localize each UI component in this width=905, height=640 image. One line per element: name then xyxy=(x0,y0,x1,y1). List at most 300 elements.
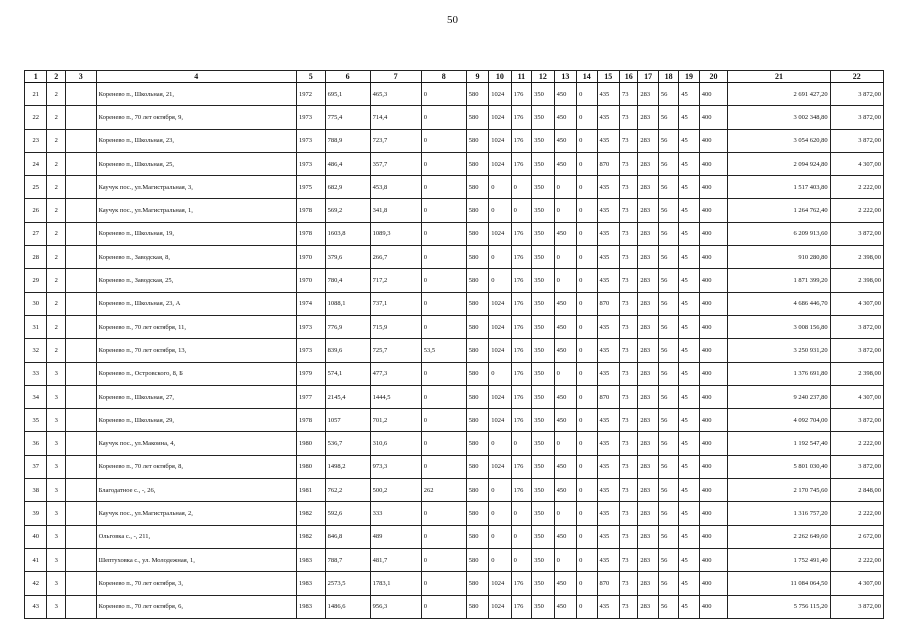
table-cell-col-14: 0 xyxy=(577,152,597,175)
table-cell-col-11: 176 xyxy=(511,152,531,175)
table-cell-col-18: 56 xyxy=(658,385,678,408)
table-cell-col-14: 0 xyxy=(577,479,597,502)
table-row xyxy=(25,106,884,129)
table-cell-col-16: 73 xyxy=(620,339,638,362)
table-cell-col-6: 776,9 xyxy=(325,315,370,338)
table-cell-col-17: 283 xyxy=(638,432,658,455)
table-cell-col-7: 717,2 xyxy=(370,269,421,292)
table-cell-col-9: 580 xyxy=(466,455,488,478)
table-cell-col-13: 0 xyxy=(554,269,576,292)
table-cell-col-20: 400 xyxy=(699,176,728,199)
table-cell-col-4: Коренево п., Островского, 8, Б xyxy=(96,362,296,385)
table-cell-col-5: 1983 xyxy=(296,595,325,618)
table-cell-col-7: 310,6 xyxy=(370,432,421,455)
table-cell-col-11: 176 xyxy=(511,455,531,478)
table-cell-col-12: 350 xyxy=(532,572,554,595)
table-cell-col-20: 400 xyxy=(699,409,728,432)
table-cell-col-6: 788,7 xyxy=(325,548,370,571)
table-cell-col-16: 73 xyxy=(620,432,638,455)
table-cell-col-2: 2 xyxy=(47,129,65,152)
table-cell-col-11: 176 xyxy=(511,106,531,129)
table-cell-col-20: 400 xyxy=(699,362,728,385)
table-cell-col-8: 0 xyxy=(421,525,466,548)
table-cell-col-2: 3 xyxy=(47,548,65,571)
table-cell-col-4: Коренево п., 70 лет октября, 13, xyxy=(96,339,296,362)
table-cell-col-6: 780,4 xyxy=(325,269,370,292)
table-row xyxy=(25,246,884,269)
table-cell-col-13: 450 xyxy=(554,339,576,362)
table-cell-col-2: 3 xyxy=(47,362,65,385)
table-cell-col-7: 341,8 xyxy=(370,199,421,222)
table-cell-col-13: 450 xyxy=(554,292,576,315)
column-header-1: 1 xyxy=(25,71,47,83)
table-cell-col-18: 56 xyxy=(658,222,678,245)
table-cell-col-6: 486,4 xyxy=(325,152,370,175)
table-cell-col-10: 0 xyxy=(489,479,511,502)
table-cell-col-17: 283 xyxy=(638,199,658,222)
table-cell-col-21: 3 054 620,80 xyxy=(728,129,830,152)
table-cell-col-14: 0 xyxy=(577,315,597,338)
table-cell-col-5: 1983 xyxy=(296,572,325,595)
table-cell-col-13: 450 xyxy=(554,106,576,129)
table-cell-col-19: 45 xyxy=(679,106,699,129)
table-cell-col-16: 73 xyxy=(620,199,638,222)
table-cell-col-13: 450 xyxy=(554,572,576,595)
table-cell-col-4: Каучук пос., ул.Макоина, 4, xyxy=(96,432,296,455)
table-cell-col-10: 0 xyxy=(489,432,511,455)
table-row xyxy=(25,455,884,478)
table-cell-col-19: 45 xyxy=(679,269,699,292)
table-header xyxy=(25,71,884,83)
table-cell-col-16: 73 xyxy=(620,129,638,152)
table-cell-col-4: Коренево п., Школьная, 29, xyxy=(96,409,296,432)
table-cell-col-15: 435 xyxy=(597,595,619,618)
table-cell-col-18: 56 xyxy=(658,315,678,338)
table-row xyxy=(25,362,884,385)
table-cell-col-15: 870 xyxy=(597,572,619,595)
table-cell-col-12: 350 xyxy=(532,199,554,222)
table-cell-col-4: Коренево п., Школьная, 25, xyxy=(96,152,296,175)
table-cell-col-17: 283 xyxy=(638,106,658,129)
table-cell-col-17: 283 xyxy=(638,362,658,385)
table-cell-col-2: 2 xyxy=(47,269,65,292)
table-cell-col-19: 45 xyxy=(679,176,699,199)
table-cell-col-20: 400 xyxy=(699,525,728,548)
table-cell-col-21: 3 008 156,80 xyxy=(728,315,830,338)
table-cell-col-16: 73 xyxy=(620,176,638,199)
table-cell-col-21: 2 691 427,20 xyxy=(728,83,830,106)
table-cell-col-10: 1024 xyxy=(489,106,511,129)
table-cell-col-21: 910 280,80 xyxy=(728,246,830,269)
table-cell-col-13: 0 xyxy=(554,432,576,455)
table-cell-col-10: 1024 xyxy=(489,572,511,595)
table-cell-col-10: 1024 xyxy=(489,129,511,152)
table-cell-col-19: 45 xyxy=(679,222,699,245)
table-cell-col-17: 283 xyxy=(638,479,658,502)
table-cell-col-2: 3 xyxy=(47,432,65,455)
table-cell-col-2: 2 xyxy=(47,246,65,269)
table-cell-col-4: Каучук пос., ул.Магистральная, 1, xyxy=(96,199,296,222)
table-cell-col-8: 0 xyxy=(421,199,466,222)
table-cell-col-7: 715,9 xyxy=(370,315,421,338)
table-cell-col-12: 350 xyxy=(532,525,554,548)
table-cell-col-19: 45 xyxy=(679,152,699,175)
table-cell-col-6: 1498,2 xyxy=(325,455,370,478)
table-cell-col-5: 1978 xyxy=(296,409,325,432)
table-cell-col-7: 1783,1 xyxy=(370,572,421,595)
table-cell-col-2: 3 xyxy=(47,525,65,548)
table-cell-col-1: 40 xyxy=(25,525,47,548)
table-cell-col-8: 0 xyxy=(421,455,466,478)
table-row xyxy=(25,152,884,175)
table-cell-col-8: 0 xyxy=(421,385,466,408)
table-cell-col-13: 0 xyxy=(554,176,576,199)
table-cell-col-13: 450 xyxy=(554,525,576,548)
table-cell-col-15: 435 xyxy=(597,525,619,548)
table-cell-col-2: 3 xyxy=(47,409,65,432)
table-row xyxy=(25,409,884,432)
table-cell-col-21: 1 376 691,80 xyxy=(728,362,830,385)
table-cell-col-18: 56 xyxy=(658,502,678,525)
table-cell-col-15: 435 xyxy=(597,479,619,502)
table-cell-col-13: 450 xyxy=(554,385,576,408)
table-row xyxy=(25,292,884,315)
table-cell-col-16: 73 xyxy=(620,502,638,525)
table-cell-col-3 xyxy=(65,315,96,338)
table-cell-col-13: 450 xyxy=(554,479,576,502)
table-row xyxy=(25,222,884,245)
table-cell-col-16: 73 xyxy=(620,315,638,338)
table-cell-col-7: 1089,3 xyxy=(370,222,421,245)
table-cell-col-17: 283 xyxy=(638,83,658,106)
table-cell-col-11: 176 xyxy=(511,409,531,432)
column-header-4: 4 xyxy=(96,71,296,83)
table-cell-col-10: 1024 xyxy=(489,222,511,245)
table-cell-col-11: 0 xyxy=(511,525,531,548)
table-cell-col-18: 56 xyxy=(658,292,678,315)
table-cell-col-15: 870 xyxy=(597,292,619,315)
table-cell-col-22: 3 872,00 xyxy=(830,222,883,245)
table-cell-col-10: 1024 xyxy=(489,339,511,362)
table-cell-col-7: 481,7 xyxy=(370,548,421,571)
table-cell-col-19: 45 xyxy=(679,292,699,315)
table-cell-col-6: 1486,6 xyxy=(325,595,370,618)
table-cell-col-5: 1973 xyxy=(296,106,325,129)
table-cell-col-3 xyxy=(65,548,96,571)
table-cell-col-18: 56 xyxy=(658,269,678,292)
table-cell-col-10: 1024 xyxy=(489,152,511,175)
table-cell-col-11: 176 xyxy=(511,246,531,269)
table-cell-col-8: 0 xyxy=(421,502,466,525)
table-row xyxy=(25,83,884,106)
table-cell-col-16: 73 xyxy=(620,362,638,385)
table-cell-col-16: 73 xyxy=(620,572,638,595)
table-cell-col-3 xyxy=(65,362,96,385)
table-cell-col-1: 23 xyxy=(25,129,47,152)
table-cell-col-5: 1970 xyxy=(296,246,325,269)
table-cell-col-6: 846,8 xyxy=(325,525,370,548)
table-cell-col-22: 2 398,00 xyxy=(830,269,883,292)
table-cell-col-17: 283 xyxy=(638,409,658,432)
table-cell-col-9: 580 xyxy=(466,106,488,129)
table-cell-col-19: 45 xyxy=(679,199,699,222)
table-cell-col-22: 3 872,00 xyxy=(830,83,883,106)
table-cell-col-22: 3 872,00 xyxy=(830,339,883,362)
column-header-14: 14 xyxy=(577,71,597,83)
table-cell-col-4: Коренево п., Школьная, 19, xyxy=(96,222,296,245)
table-cell-col-19: 45 xyxy=(679,595,699,618)
table-cell-col-15: 435 xyxy=(597,176,619,199)
column-header-19: 19 xyxy=(679,71,699,83)
column-header-6: 6 xyxy=(325,71,370,83)
table-cell-col-5: 1975 xyxy=(296,176,325,199)
table-cell-col-7: 333 xyxy=(370,502,421,525)
table-cell-col-21: 1 517 403,80 xyxy=(728,176,830,199)
table-cell-col-6: 839,6 xyxy=(325,339,370,362)
table-cell-col-5: 1980 xyxy=(296,455,325,478)
table-cell-col-17: 283 xyxy=(638,152,658,175)
table-cell-col-20: 400 xyxy=(699,246,728,269)
table-cell-col-8: 0 xyxy=(421,269,466,292)
table-cell-col-1: 34 xyxy=(25,385,47,408)
table-cell-col-17: 283 xyxy=(638,339,658,362)
table-cell-col-6: 2145,4 xyxy=(325,385,370,408)
table-row xyxy=(25,385,884,408)
table-cell-col-18: 56 xyxy=(658,83,678,106)
table-cell-col-21: 9 240 237,80 xyxy=(728,385,830,408)
table-cell-col-5: 1973 xyxy=(296,129,325,152)
table-cell-col-21: 1 752 491,40 xyxy=(728,548,830,571)
table-cell-col-3 xyxy=(65,409,96,432)
table-cell-col-2: 3 xyxy=(47,502,65,525)
table-cell-col-18: 56 xyxy=(658,106,678,129)
table-row xyxy=(25,548,884,571)
column-header-13: 13 xyxy=(554,71,576,83)
table-cell-col-19: 45 xyxy=(679,502,699,525)
table-cell-col-11: 176 xyxy=(511,129,531,152)
table-cell-col-14: 0 xyxy=(577,432,597,455)
table-cell-col-3 xyxy=(65,246,96,269)
table-cell-col-19: 45 xyxy=(679,315,699,338)
table-cell-col-21: 6 209 913,60 xyxy=(728,222,830,245)
table-cell-col-3 xyxy=(65,455,96,478)
table-cell-col-18: 56 xyxy=(658,572,678,595)
header-row xyxy=(25,71,884,83)
table-cell-col-8: 0 xyxy=(421,246,466,269)
table-cell-col-22: 4 307,00 xyxy=(830,292,883,315)
table-cell-col-22: 2 222,00 xyxy=(830,199,883,222)
table-cell-col-17: 283 xyxy=(638,269,658,292)
table-cell-col-21: 1 871 399,20 xyxy=(728,269,830,292)
table-cell-col-21: 5 801 030,40 xyxy=(728,455,830,478)
table-cell-col-16: 73 xyxy=(620,246,638,269)
table-cell-col-20: 400 xyxy=(699,315,728,338)
table-cell-col-3 xyxy=(65,595,96,618)
table-cell-col-14: 0 xyxy=(577,409,597,432)
table-cell-col-19: 45 xyxy=(679,362,699,385)
table-cell-col-6: 379,6 xyxy=(325,246,370,269)
table-cell-col-20: 400 xyxy=(699,432,728,455)
table-cell-col-1: 32 xyxy=(25,339,47,362)
table-cell-col-13: 0 xyxy=(554,502,576,525)
table-cell-col-3 xyxy=(65,339,96,362)
table-cell-col-12: 350 xyxy=(532,222,554,245)
table-cell-col-17: 283 xyxy=(638,246,658,269)
table-cell-col-8: 0 xyxy=(421,432,466,455)
table-cell-col-7: 956,3 xyxy=(370,595,421,618)
table-cell-col-22: 2 222,00 xyxy=(830,176,883,199)
table-cell-col-7: 714,4 xyxy=(370,106,421,129)
table-cell-col-2: 2 xyxy=(47,199,65,222)
table-cell-col-9: 580 xyxy=(466,199,488,222)
table-cell-col-17: 283 xyxy=(638,385,658,408)
table-cell-col-15: 435 xyxy=(597,339,619,362)
table-cell-col-8: 0 xyxy=(421,548,466,571)
table-cell-col-20: 400 xyxy=(699,548,728,571)
table-cell-col-11: 176 xyxy=(511,572,531,595)
table-cell-col-9: 580 xyxy=(466,83,488,106)
table-cell-col-8: 0 xyxy=(421,292,466,315)
table-cell-col-18: 56 xyxy=(658,525,678,548)
table-cell-col-5: 1974 xyxy=(296,292,325,315)
table-cell-col-6: 775,4 xyxy=(325,106,370,129)
table-cell-col-12: 350 xyxy=(532,362,554,385)
table-cell-col-8: 53,5 xyxy=(421,339,466,362)
table-cell-col-20: 400 xyxy=(699,385,728,408)
table-cell-col-1: 29 xyxy=(25,269,47,292)
table-cell-col-15: 435 xyxy=(597,315,619,338)
table-cell-col-17: 283 xyxy=(638,595,658,618)
column-header-7: 7 xyxy=(370,71,421,83)
table-cell-col-15: 435 xyxy=(597,502,619,525)
table-cell-col-3 xyxy=(65,176,96,199)
table-row xyxy=(25,176,884,199)
table-cell-col-22: 3 872,00 xyxy=(830,129,883,152)
table-cell-col-19: 45 xyxy=(679,479,699,502)
table-row xyxy=(25,479,884,502)
table-cell-col-11: 0 xyxy=(511,548,531,571)
table-cell-col-12: 350 xyxy=(532,152,554,175)
table-cell-col-11: 0 xyxy=(511,199,531,222)
column-header-16: 16 xyxy=(620,71,638,83)
table-cell-col-12: 350 xyxy=(532,176,554,199)
table-cell-col-8: 0 xyxy=(421,152,466,175)
table-cell-col-21: 4 092 704,00 xyxy=(728,409,830,432)
table-cell-col-8: 0 xyxy=(421,572,466,595)
table-cell-col-4: Коренево п., 70 лет октября, 3, xyxy=(96,572,296,595)
table-cell-col-17: 283 xyxy=(638,129,658,152)
table-cell-col-11: 176 xyxy=(511,339,531,362)
table-cell-col-12: 350 xyxy=(532,106,554,129)
table-cell-col-13: 450 xyxy=(554,152,576,175)
table-cell-col-1: 31 xyxy=(25,315,47,338)
table-cell-col-18: 56 xyxy=(658,479,678,502)
table-cell-col-19: 45 xyxy=(679,548,699,571)
table-cell-col-14: 0 xyxy=(577,246,597,269)
table-cell-col-9: 580 xyxy=(466,292,488,315)
table-row xyxy=(25,572,884,595)
table-cell-col-5: 1981 xyxy=(296,479,325,502)
table-cell-col-17: 283 xyxy=(638,455,658,478)
table-cell-col-8: 0 xyxy=(421,315,466,338)
table-cell-col-6: 788,9 xyxy=(325,129,370,152)
table-cell-col-22: 2 398,00 xyxy=(830,246,883,269)
table-cell-col-21: 1 264 762,40 xyxy=(728,199,830,222)
table-cell-col-21: 11 084 064,50 xyxy=(728,572,830,595)
table-cell-col-2: 3 xyxy=(47,455,65,478)
table-cell-col-14: 0 xyxy=(577,525,597,548)
table-cell-col-1: 26 xyxy=(25,199,47,222)
column-header-10: 10 xyxy=(489,71,511,83)
table-cell-col-19: 45 xyxy=(679,409,699,432)
table-cell-col-20: 400 xyxy=(699,269,728,292)
table-cell-col-18: 56 xyxy=(658,409,678,432)
table-cell-col-9: 580 xyxy=(466,432,488,455)
table-cell-col-6: 569,2 xyxy=(325,199,370,222)
table-cell-col-12: 350 xyxy=(532,315,554,338)
table-cell-col-16: 73 xyxy=(620,222,638,245)
table-cell-col-2: 2 xyxy=(47,176,65,199)
table-cell-col-22: 2 222,00 xyxy=(830,432,883,455)
table-cell-col-3 xyxy=(65,572,96,595)
table-cell-col-18: 56 xyxy=(658,339,678,362)
table-cell-col-13: 450 xyxy=(554,129,576,152)
table-cell-col-12: 350 xyxy=(532,269,554,292)
table-cell-col-15: 435 xyxy=(597,222,619,245)
table-cell-col-14: 0 xyxy=(577,362,597,385)
table-cell-col-4: Коренево п., 70 лет октября, 9, xyxy=(96,106,296,129)
table-cell-col-7: 737,1 xyxy=(370,292,421,315)
table-cell-col-4: Каучук пос., ул.Магистральная, 3, xyxy=(96,176,296,199)
table-cell-col-7: 1444,5 xyxy=(370,385,421,408)
table-cell-col-13: 450 xyxy=(554,315,576,338)
table-cell-col-16: 73 xyxy=(620,548,638,571)
table-cell-col-5: 1973 xyxy=(296,339,325,362)
table-cell-col-20: 400 xyxy=(699,292,728,315)
table-cell-col-9: 580 xyxy=(466,246,488,269)
table-cell-col-1: 39 xyxy=(25,502,47,525)
table-cell-col-16: 73 xyxy=(620,595,638,618)
table-row xyxy=(25,595,884,618)
table-cell-col-21: 3 002 348,80 xyxy=(728,106,830,129)
table-cell-col-14: 0 xyxy=(577,83,597,106)
table-cell-col-10: 0 xyxy=(489,525,511,548)
table-cell-col-18: 56 xyxy=(658,129,678,152)
table-cell-col-1: 24 xyxy=(25,152,47,175)
table-cell-col-20: 400 xyxy=(699,222,728,245)
table-cell-col-17: 283 xyxy=(638,222,658,245)
table-cell-col-10: 0 xyxy=(489,176,511,199)
table-body xyxy=(25,83,884,619)
table-cell-col-15: 435 xyxy=(597,246,619,269)
table-cell-col-1: 33 xyxy=(25,362,47,385)
table-cell-col-9: 580 xyxy=(466,315,488,338)
table-cell-col-18: 56 xyxy=(658,432,678,455)
table-cell-col-4: Коренево п., Школьная, 23, А xyxy=(96,292,296,315)
table-cell-col-7: 266,7 xyxy=(370,246,421,269)
table-cell-col-14: 0 xyxy=(577,106,597,129)
table-cell-col-14: 0 xyxy=(577,595,597,618)
table-cell-col-13: 0 xyxy=(554,246,576,269)
table-cell-col-7: 725,7 xyxy=(370,339,421,362)
table-cell-col-14: 0 xyxy=(577,572,597,595)
table-cell-col-11: 176 xyxy=(511,315,531,338)
table-cell-col-12: 350 xyxy=(532,385,554,408)
table-cell-col-11: 0 xyxy=(511,176,531,199)
table-cell-col-20: 400 xyxy=(699,595,728,618)
table-cell-col-9: 580 xyxy=(466,595,488,618)
table-cell-col-7: 500,2 xyxy=(370,479,421,502)
